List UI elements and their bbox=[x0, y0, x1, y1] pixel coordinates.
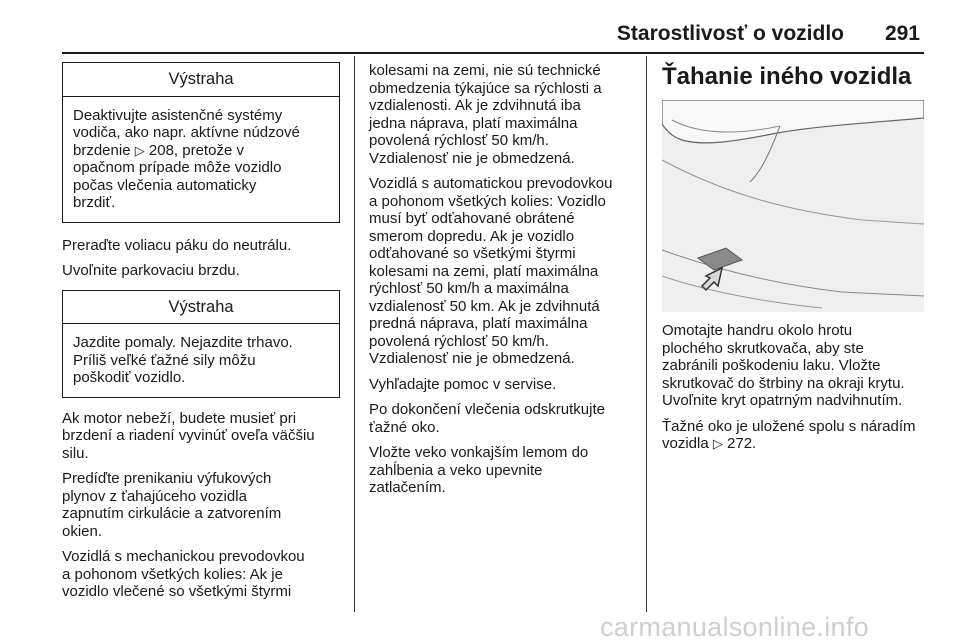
page-reference-icon: ▷ bbox=[712, 436, 723, 451]
text-line: Vzdialenosť nie je obmedzená. bbox=[369, 350, 575, 367]
text-line: a pohonom všetkých kolies: Ak je bbox=[62, 565, 283, 583]
text-line: Vozidlá s automatickou prevodovkou bbox=[369, 175, 613, 192]
text-line: opačnom prípade môže vozidlo bbox=[73, 159, 282, 176]
warning-body bbox=[63, 97, 339, 222]
text-line: Vzdialenosť nie je obmedzená. bbox=[369, 149, 575, 167]
paragraph bbox=[369, 444, 637, 497]
text-line: počas vlečenia automaticky bbox=[73, 176, 257, 194]
text-line: povolená rýchlosť 50 km/h. bbox=[369, 332, 549, 350]
text-line: okien. bbox=[62, 522, 103, 540]
text-line: brzdení a riadení vyvinúť oveľa väčšiu bbox=[62, 427, 315, 444]
watermark: carmanualsonline.info bbox=[600, 612, 869, 642]
text-line: Ak motor nebeží, budete musieť pri bbox=[62, 409, 297, 427]
page-number: 291 bbox=[884, 22, 920, 45]
text-line: zatlačením. bbox=[369, 479, 446, 496]
text-line: vzdialenosť 50 km. Ak je zdvihnutá bbox=[369, 297, 600, 315]
text-line: silu. bbox=[62, 444, 89, 462]
paragraph bbox=[662, 322, 930, 410]
paragraph bbox=[369, 175, 637, 368]
column-divider-right bbox=[646, 56, 647, 612]
paragraph bbox=[369, 401, 637, 436]
text-line: brzdiť. bbox=[73, 194, 116, 211]
paragraph: Preraďte voliacu páku do neutrálu. bbox=[62, 236, 292, 254]
header-rule bbox=[62, 52, 924, 54]
warning-title: Výstraha bbox=[63, 291, 339, 325]
text-line: Ťažné oko je uložené spolu s náradím bbox=[662, 417, 916, 435]
text-line: musí byť odťahované obrátené bbox=[369, 210, 575, 227]
text-line: Jazdite pomaly. Nejazdite trhavo. bbox=[73, 334, 293, 351]
text-line: smerom dopredu. Ak je vozidlo bbox=[369, 227, 575, 245]
warning-box-1 bbox=[62, 62, 340, 223]
text-line: poškodiť vozidlo. bbox=[73, 369, 186, 386]
text-line: Omotajte handru okolo hrotu bbox=[662, 322, 853, 339]
text-line: Deaktivujte asistenčné systémy bbox=[73, 106, 283, 124]
paragraph bbox=[62, 410, 340, 463]
text-line: brzdenie ▷ 208, pretože v bbox=[73, 141, 244, 159]
text-line: vodiča, ako napr. aktívne núdzové bbox=[73, 124, 300, 141]
text-line: Vozidlá s mechanickou prevodovkou bbox=[62, 548, 305, 565]
page-reference-icon: ▷ bbox=[134, 142, 145, 158]
section-heading: Ťahanie iného vozidla bbox=[662, 63, 912, 90]
text-line: zabránili poškodeniu laku. Vložte bbox=[662, 357, 881, 374]
rear-bumper-tow-cover-illustration bbox=[662, 100, 924, 312]
paragraph: Vyhľadajte pomoc v servise. bbox=[369, 375, 557, 393]
warning-box-2 bbox=[62, 290, 340, 398]
text-line: skrutkovač do štrbiny na okraji krytu. bbox=[662, 374, 905, 392]
column-1 bbox=[62, 62, 340, 601]
text-line: Po dokončení vlečenia odskrutkujte bbox=[369, 401, 605, 418]
text-line: a pohonom všetkých kolies: Vozidlo bbox=[369, 192, 606, 210]
text-line: predná náprava, platí maximálna bbox=[369, 315, 588, 332]
page-title: Starostlivosť o vozidlo bbox=[616, 22, 844, 45]
warning-body bbox=[63, 324, 339, 397]
text-line: zahĺbenia a veko upevnite bbox=[369, 461, 543, 479]
text-line: kolesami na zemi, nie sú technické bbox=[369, 62, 601, 79]
column-divider-left bbox=[354, 56, 355, 612]
text-line: plochého skrutkovača, aby ste bbox=[662, 339, 864, 357]
paragraph bbox=[662, 418, 930, 453]
text-line: Vložte veko vonkajším lemom do bbox=[369, 444, 589, 461]
text-line: vozidlo vlečené so všetkými štyrmi bbox=[62, 583, 292, 600]
text-line: kolesami na zemi, platí maximálna bbox=[369, 262, 599, 280]
paragraph bbox=[369, 62, 637, 167]
text-line: Uvoľnite kryt opatrným nadvihnutím. bbox=[662, 392, 903, 409]
text-line: odťahované so všetkými štyrmi bbox=[369, 245, 576, 262]
column-3 bbox=[662, 62, 930, 92]
text-line: Predíďte prenikaniu výfukových bbox=[62, 470, 272, 487]
paragraph: Uvoľnite parkovaciu brzdu. bbox=[62, 262, 240, 279]
column-2 bbox=[369, 62, 637, 497]
text-line: povolená rýchlosť 50 km/h. bbox=[369, 132, 549, 149]
text-line: zapnutím cirkulácie a zatvorením bbox=[62, 505, 282, 522]
warning-title: Výstraha bbox=[63, 63, 339, 97]
text-line: plynov z ťahajúceho vozidla bbox=[62, 487, 247, 505]
text-line: vzdialenosti. Ak je zdvihnutá iba bbox=[369, 97, 581, 114]
text-line: obmedzenia týkajúce sa rýchlosti a bbox=[369, 79, 602, 97]
text-line: vozidla ▷ 272. bbox=[662, 435, 757, 452]
text-line: jedna náprava, platí maximálna bbox=[369, 114, 578, 132]
column-3-text bbox=[662, 322, 930, 453]
text-line: rýchlosť 50 km/h a maximálna bbox=[369, 280, 569, 297]
paragraph bbox=[62, 470, 340, 540]
text-line: Príliš veľké ťažné sily môžu bbox=[73, 351, 256, 369]
paragraph bbox=[62, 548, 340, 601]
text-line: ťažné oko. bbox=[369, 418, 440, 436]
